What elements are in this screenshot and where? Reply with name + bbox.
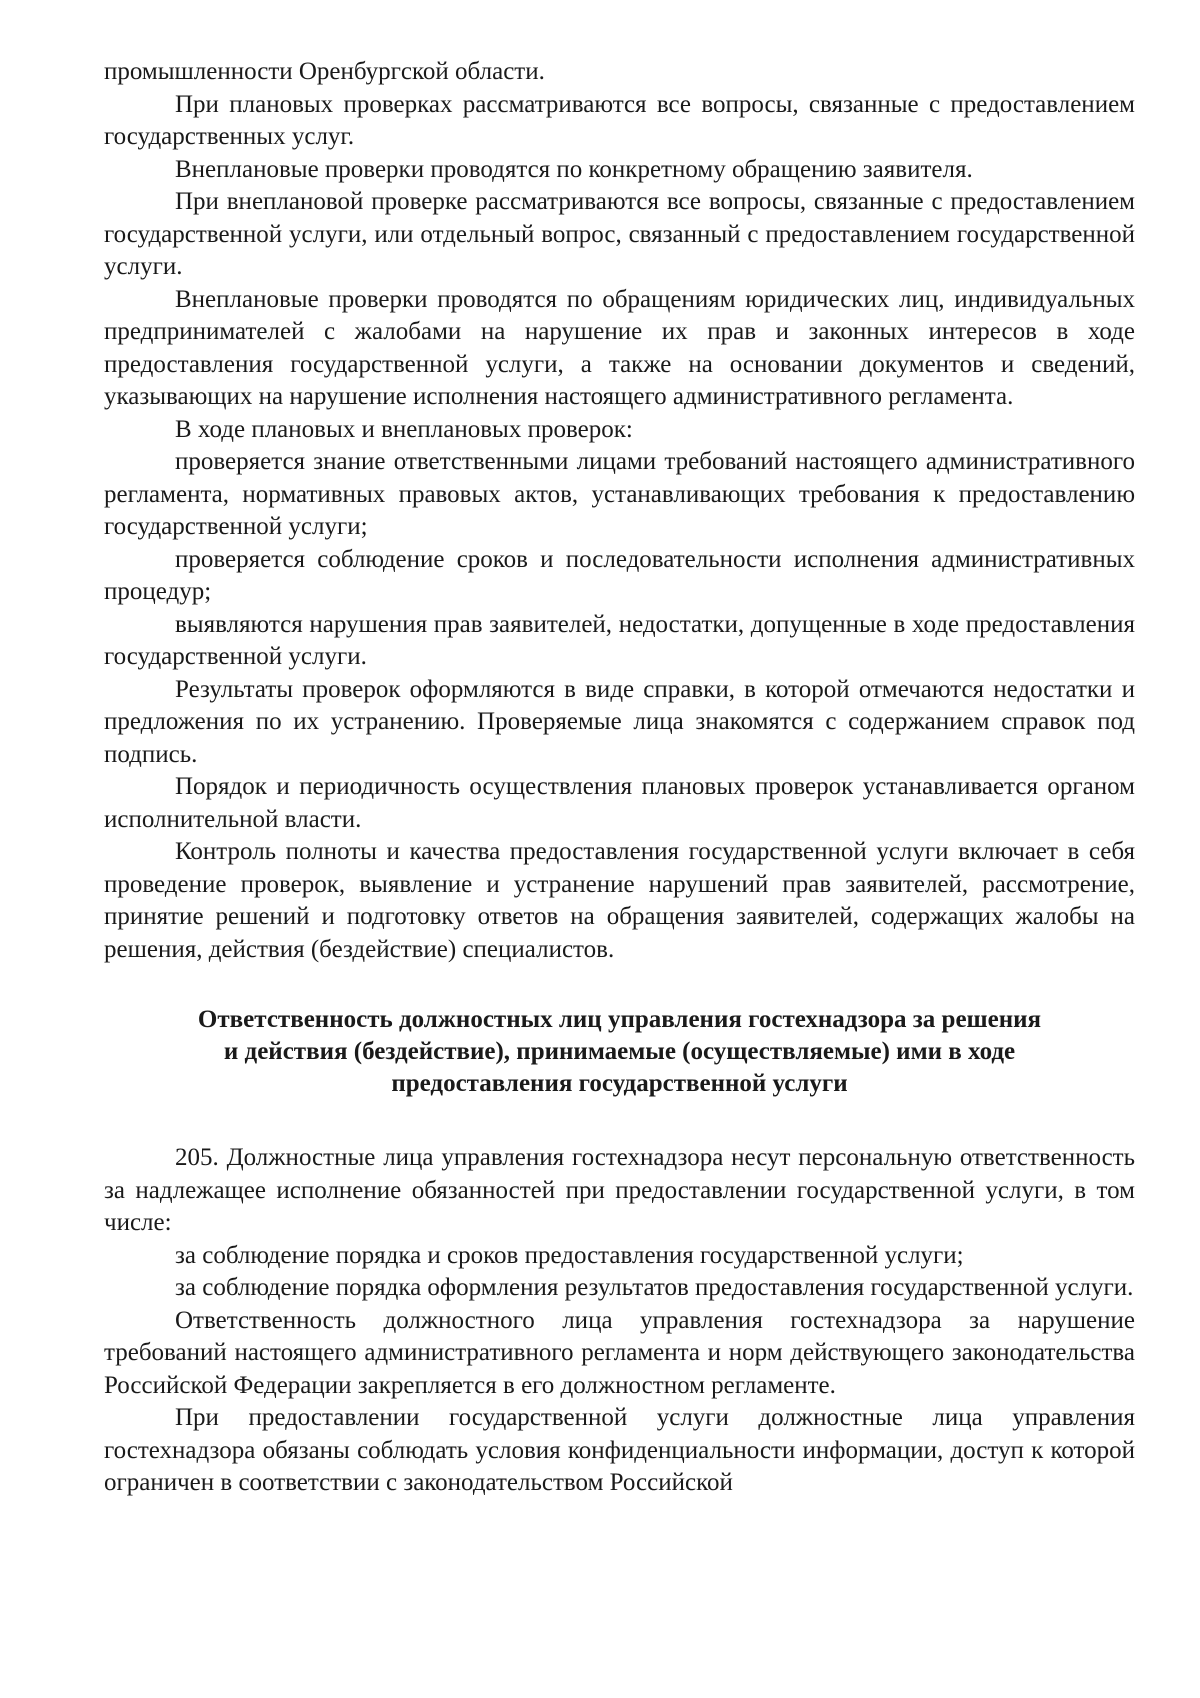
list-item: выявляются нарушения прав заявителей, недостатки, допущенные в ходе предоставления государственной услуги. [104, 610, 1135, 670]
section-heading-line: предоставления государственной услуги [391, 1070, 848, 1097]
list-item: проверяется соблюдение сроков и последовательности исполнения административных процедур; [104, 545, 1135, 605]
paragraph: При плановых проверках рассматриваются все вопросы, связанные с предоставлением государственных услуг. [104, 90, 1135, 150]
paragraph: Порядок и периодичность осуществления плановых проверок устанавливается органом исполнительной власти. [104, 773, 1135, 833]
paragraph: Результаты проверок оформляются в виде справки, в которой отмечаются недостатки и предложения по их устранению. Проверяемые лица знакомятся с содержанием справок под подпись. [104, 675, 1135, 768]
paragraph: Внеплановые проверки проводятся по конкретному обращению заявителя. [175, 155, 973, 183]
section-heading-line: и действия (бездействие), принимаемые (осуществляемые) ими в ходе [223, 1038, 1016, 1065]
list-item: за соблюдение порядка оформления результатов предоставления государственной услуги. [175, 1274, 1134, 1301]
paragraph: Контроль полноты и качества предоставления государственной услуги включает в себя проведение проверок, выявление и устранение нарушений прав заявителей, рассмотрение, принятие решений и подготовку ответов на обращения заявителей, содержащих жалобы на решения, действия (бездействие) специалистов. [104, 838, 1135, 963]
paragraph: промышленности Оренбургской области. [104, 58, 545, 85]
paragraph: При внеплановой проверке рассматриваются все вопросы, связанные с предоставлением государственной услуги, или отдельный вопрос, связанный с предоставлением государственной услуги. [104, 188, 1135, 280]
paragraph: Ответственность должностного лица управления гостехнадзора за нарушение требований настоящего административного регламента и норм действующего законодательства Российской Федерации закрепляется в его должностном регламенте. [104, 1306, 1135, 1399]
paragraph: В ходе плановых и внеплановых проверок: [175, 415, 633, 443]
list-item: за соблюдение порядка и сроков предоставления государственной услуги; [175, 1241, 964, 1269]
paragraph: Внеплановые проверки проводятся по обращениям юридических лиц, индивидуальных предпринимателей с жалобами на нарушение их прав и законных интересов в ходе предоставления государственной услуги, а также на основании документов и сведений, указывающих на нарушение исполнения настоящего административного регламента. [104, 285, 1135, 410]
section-heading [104, 1004, 1135, 1100]
section-heading-line: Ответственность должностных лиц управления гостехнадзора за решения [197, 1006, 1042, 1033]
paragraph: При предоставлении государственной услуги должностные лица управления гостехнадзора обязаны соблюдать условия конфиденциальности информации, доступ к которой ограничен в соответствии с законодательством Российской [104, 1404, 1135, 1496]
list-item: проверяется знание ответственными лицами требований настоящего административного регламента, нормативных правовых актов, устанавливающих требования к предоставлению государственной услуги; [104, 448, 1135, 540]
paragraph: 205. Должностные лица управления гостехнадзора несут персональную ответственность за надлежащее исполнение обязанностей при предоставлении государственной услуги, в том числе: [104, 1144, 1135, 1236]
